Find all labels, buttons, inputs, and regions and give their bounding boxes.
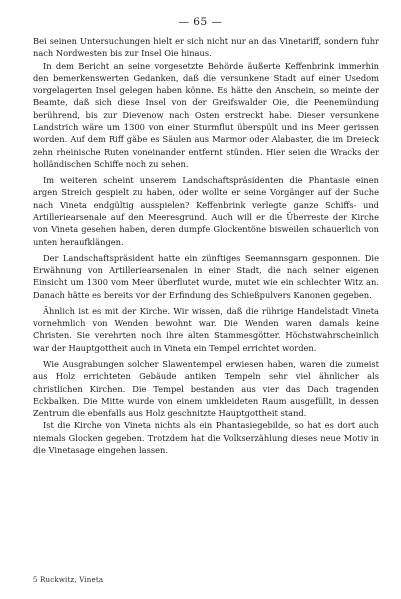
paragraph-4: Der Landschaftspräsident hatte ein zünftiges Seemannsgarn gesponnen. Die Erwähnung von Artilleriearsenalen in einer Stadt, die nach seiner eigenen Einsicht um 1300 vom Meer überflutet wurde, mutet wie ein schlechter Witz an. Danach hätte es bereits vor der Erfindung des Schießpulvers Kanonen gegeben.: [33, 252, 379, 300]
footnote: 5 Ruckwitz, Vineta: [33, 576, 104, 584]
paragraph-1: Bei seinen Untersuchungen hielt er sich nicht nur an das Vinetariff, sondern fuhr nach Nordwesten bis zur Insel Oie hinaus.: [33, 36, 379, 59]
paragraph-2: In dem Bericht an seine vorgesetzte Behörde äußerte Keffenbrink immerhin den bemerkenswerten Gedanken, daß die versunkene Stadt auf einer Usedom vorgelagerten Insel gelegen haben könne. Es hätte den Anschein, so meinte der Beamte, daß sich diese Insel von der Greifswalder Oie, die Peenemündung berührend, bis zur Dievenow nach Osten erstreckt habe. Dieser versunkene Landstrich wäre um 1300 von einer Sturmflut überspült und ins Meer gerissen worden. Auf dem Riff gäbe es Säulen aus Marmor oder Alabaster, die im Dreieck zehn rheinische Ruten voneinander entfernt stünden. Hier seien die Wracks der holländischen Schiffe noch zu sehen.: [33, 60, 379, 169]
body-text: [33, 35, 379, 456]
paragraph-5: Ähnlich ist es mit der Kirche. Wir wissen, daß die rührige Handelstadt Vineta vornehmlich von Wenden bewohnt war. Die Wenden waren damals keine Christen. Sie verehrten noch ihre alten Stammesgötter. Höchstwahrscheinlich war der Hauptgottheit auch in Vineta ein Tempel errichtet worden.: [33, 305, 379, 353]
paragraph-7: Ist die Kirche von Vineta nichts als ein Phantasiegebilde, so hat es dort auch niemals Glocken gegeben. Trotzdem hat die Volkserzählung dieses neue Motiv in die Vinetasage eingehen lassen.: [33, 420, 379, 455]
page-number: — 65 —: [178, 16, 223, 28]
paragraph-6: Wie Ausgrabungen solcher Slawentempel erwiesen haben, waren die zumeist aus Holz errichteten Gebäude antiken Tempeln sehr viel ähnlicher als christlichen Kirchen. Die Tempel bestanden aus vier das Dach tragenden Eckbalken. Die Mitte wurde von einem umkleideten Raum ausgefüllt, in dessen Zentrum die ebenfalls aus Holz geschnitzte Hauptgottheit stand.: [33, 359, 379, 419]
paragraph-3: Im weiteren scheint unserem Landschaftspräsidenten die Phantasie einen argen Streich gespielt zu haben, oder wollte er seine Vorgänger auf der Suche nach Vineta endgültig ausspielen? Keffenbrink verlegte ganze Schiffs- und Artilleriearsenale auf den Meeresgrund. Auch will er die Überreste der Kirche von Vineta gesehen haben, deren dumpfe Glockentöne bisweilen schauerlich von unten heraufklängen.: [33, 175, 379, 247]
